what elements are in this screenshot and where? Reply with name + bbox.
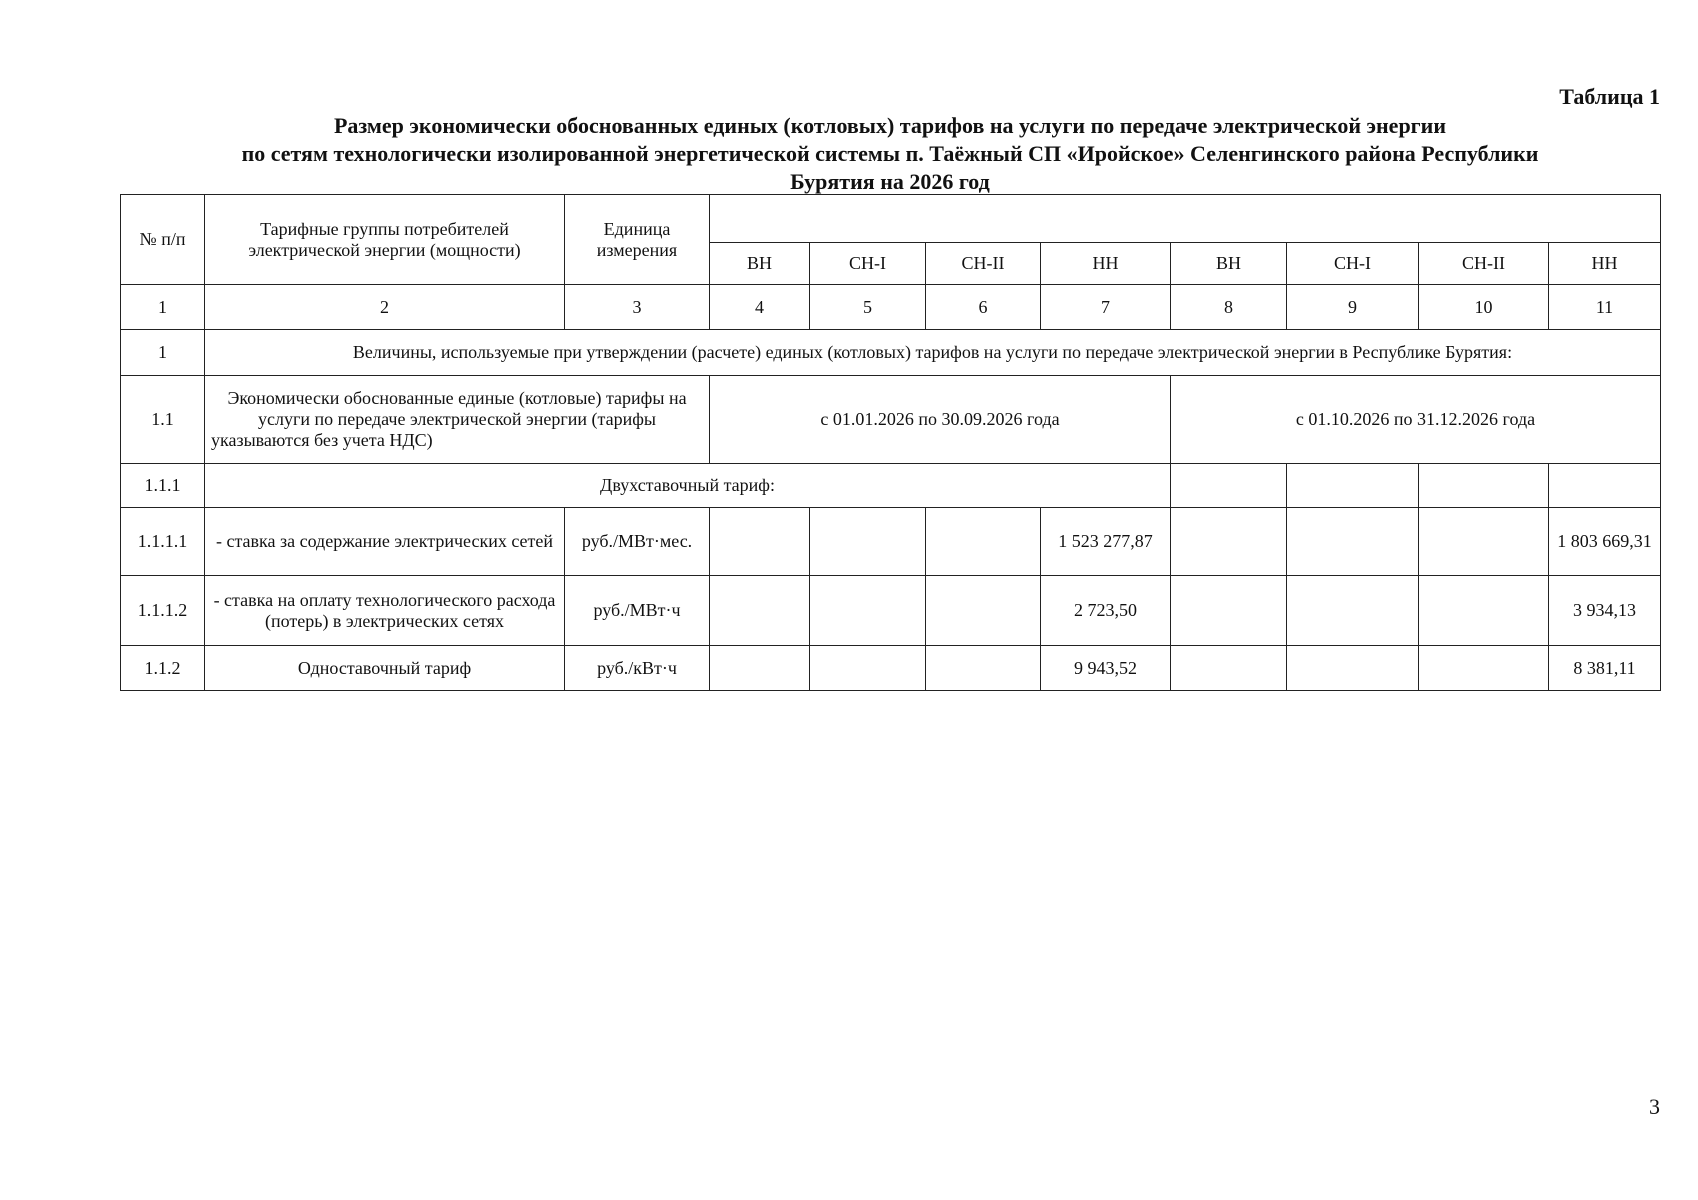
level-header: СН-II: [1419, 243, 1549, 285]
level-header: НН: [1549, 243, 1661, 285]
period-row-num: 1.1: [121, 376, 205, 464]
row-value: [1171, 646, 1287, 691]
row-value: 9 943,52: [1041, 646, 1171, 691]
row-unit: руб./МВт·мес.: [565, 508, 710, 576]
column-number: 1: [121, 285, 205, 330]
row-value: 3 934,13: [1549, 576, 1661, 646]
table-row: [121, 646, 1661, 691]
table-cell: [1171, 464, 1287, 508]
level-header: СН-I: [810, 243, 926, 285]
header-num: № п/п: [121, 195, 205, 285]
level-header: ВН: [710, 243, 810, 285]
period-row: [121, 376, 1661, 464]
row-value: [1171, 508, 1287, 576]
row-name: - ставка на оплату технологического расхода (потерь) в электрических сетях: [205, 576, 565, 646]
period-1: с 01.01.2026 по 30.09.2026 года: [710, 376, 1171, 464]
two-part-num: 1.1.1: [121, 464, 205, 508]
row-value: [926, 646, 1041, 691]
column-number: 10: [1419, 285, 1549, 330]
title-line-2: по сетям технологически изолированной энергетической системы п. Таёжный СП «Иройское» Селенгинского района Республики: [241, 141, 1539, 166]
row-value: [810, 576, 926, 646]
column-number: 7: [1041, 285, 1171, 330]
row-value: [926, 508, 1041, 576]
level-header: СН-I: [1287, 243, 1419, 285]
row-value: [1287, 646, 1419, 691]
row-value: 2 723,50: [1041, 576, 1171, 646]
row-name: Одноставочный тариф: [205, 646, 565, 691]
title-line-3: Бурятия на 2026 год: [790, 169, 990, 194]
row-value: [1287, 508, 1419, 576]
column-number: 4: [710, 285, 810, 330]
row-value: [1171, 576, 1287, 646]
table-cell: [1419, 464, 1549, 508]
level-header: НН: [1041, 243, 1171, 285]
row-value: 1 523 277,87: [1041, 508, 1171, 576]
row-value: [710, 576, 810, 646]
header-group: Тарифные группы потребителей электрической энергии (мощности): [205, 195, 565, 285]
table-cell: [1287, 464, 1419, 508]
two-part-row: [121, 464, 1661, 508]
row-value: [1419, 576, 1549, 646]
row-value: 1 803 669,31: [1549, 508, 1661, 576]
row-value: [810, 646, 926, 691]
row-unit: руб./МВт·ч: [565, 576, 710, 646]
column-number: 6: [926, 285, 1041, 330]
tariff-table: [120, 194, 1661, 691]
page-number: 3: [1649, 1094, 1660, 1119]
table-cell: [1549, 464, 1661, 508]
row-num: 1.1.1.1: [121, 508, 205, 576]
section-row: [121, 330, 1661, 376]
header-levels-span: [710, 195, 1661, 243]
table-row: [121, 508, 1661, 576]
level-header: СН-II: [926, 243, 1041, 285]
row-value: [1419, 646, 1549, 691]
column-number: 9: [1287, 285, 1419, 330]
column-number: 11: [1549, 285, 1661, 330]
row-value: [1287, 576, 1419, 646]
document-title: [120, 112, 1660, 196]
row-num: 1.1.1.2: [121, 576, 205, 646]
row-value: [926, 576, 1041, 646]
column-number-row: [121, 285, 1661, 330]
level-header: ВН: [1171, 243, 1287, 285]
row-value: 8 381,11: [1549, 646, 1661, 691]
two-part-text: Двухставочный тариф:: [205, 464, 1171, 508]
header-row: [121, 195, 1661, 243]
section-text: Величины, используемые при утверждении (расчете) единых (котловых) тарифов на услуги по передаче электрической энергии в Республике Бурятия:: [205, 330, 1661, 376]
table-label: Таблица 1: [1559, 84, 1660, 109]
column-number: 2: [205, 285, 565, 330]
row-value: [710, 646, 810, 691]
column-number: 8: [1171, 285, 1287, 330]
section-num: 1: [121, 330, 205, 376]
title-line-1: Размер экономически обоснованных единых (котловых) тарифов на услуги по передаче электрической энергии: [333, 113, 1447, 138]
row-num: 1.1.2: [121, 646, 205, 691]
column-number: 3: [565, 285, 710, 330]
row-unit: руб./кВт·ч: [565, 646, 710, 691]
period-row-text: Экономически обоснованные единые (котловые) тарифы на услуги по передаче электрической энергии (тарифы указываются без учета НДС): [205, 376, 710, 464]
table-row: [121, 576, 1661, 646]
row-value: [810, 508, 926, 576]
row-value: [1419, 508, 1549, 576]
row-value: [710, 508, 810, 576]
row-name: - ставка за содержание электрических сетей: [205, 508, 565, 576]
column-number: 5: [810, 285, 926, 330]
header-unit: Единица измерения: [565, 195, 710, 285]
period-2: с 01.10.2026 по 31.12.2026 года: [1171, 376, 1661, 464]
